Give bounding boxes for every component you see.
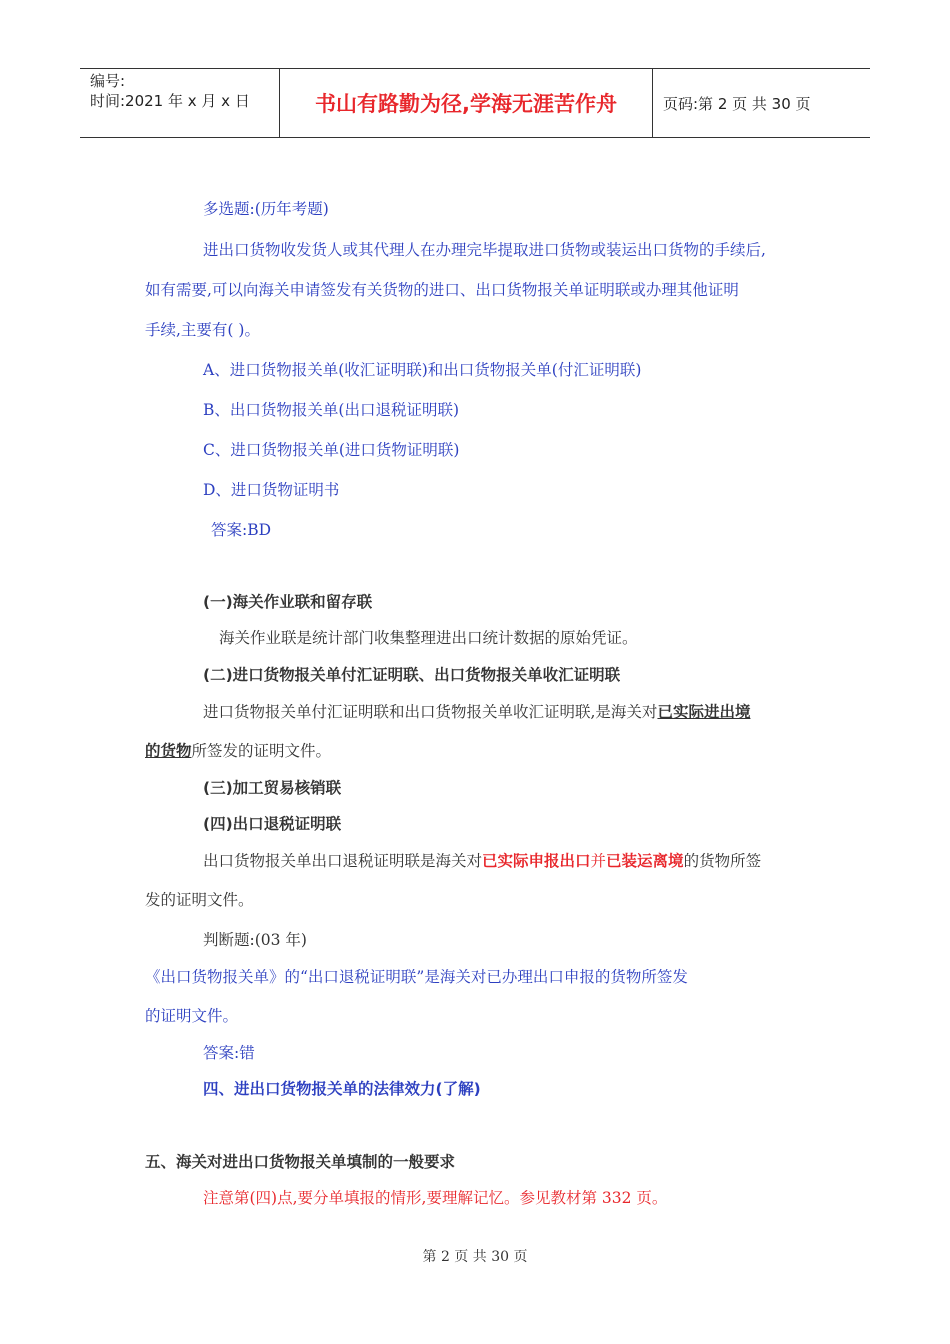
option-a: A、进口货物报关单(收汇证明联)和出口货物报关单(付汇证明联) bbox=[203, 361, 642, 379]
judgement-question-type: 判断题:(03 年) bbox=[203, 931, 307, 949]
part-5-title: 五、海关对进出口货物报关单填制的一般要求 bbox=[145, 1153, 456, 1171]
section-1-body: 海关作业联是统计部门收集整理进出口统计数据的原始凭证。 bbox=[219, 629, 638, 647]
header-meta bbox=[80, 69, 280, 137]
option-b: B、出口货物报关单(出口退税证明联) bbox=[203, 401, 459, 419]
section-1-title: (一)海关作业联和留存联 bbox=[203, 593, 373, 611]
section-4-body-pre: 出口货物报关单出口退税证明联是海关对 bbox=[203, 852, 483, 870]
section-2-body-post: 所签发的证明文件。 bbox=[191, 742, 332, 760]
section-2-emphasis-1: 已实际进出境 bbox=[657, 703, 751, 721]
question-answer: 答案:BD bbox=[211, 521, 272, 539]
question-type: 多选题:(历年考题) bbox=[203, 200, 329, 218]
section-4-body-post: 的货物所签 bbox=[683, 852, 762, 870]
option-d: D、进口货物证明书 bbox=[203, 481, 340, 499]
part-4-title: 四、进出口货物报关单的法律效力(了解) bbox=[203, 1080, 481, 1098]
section-3-title: (三)加工贸易核销联 bbox=[203, 779, 342, 797]
section-2-body-pre: 进口货物报关单付汇证明联和出口货物报关单收汇证明联,是海关对 bbox=[203, 703, 658, 721]
page-header bbox=[80, 68, 870, 138]
header-motto: 书山有路勤为径,学海无涯苦作舟 bbox=[280, 69, 653, 137]
section-4-emphasis-2: 已装运离境 bbox=[606, 852, 684, 870]
section-4-emphasis-1: 已实际申报出口 bbox=[482, 852, 591, 870]
header-page-info: 页码:第 2 页 共 30 页 bbox=[663, 94, 811, 113]
section-4-title: (四)出口退税证明联 bbox=[203, 815, 342, 833]
question-stem-line-2: 如有需要,可以向海关申请签发有关货物的进口、出口货物报关单证明联或办理其他证明 bbox=[145, 281, 739, 299]
question-stem-line-1: 进出口货物收发货人或其代理人在办理完毕提取进口货物或装运出口货物的手续后, bbox=[203, 241, 766, 259]
judgement-stem-line-2: 的证明文件。 bbox=[145, 1007, 239, 1025]
section-2-body-line-1 bbox=[203, 700, 750, 722]
judgement-answer: 答案:错 bbox=[203, 1044, 255, 1062]
question-stem-line-3: 手续,主要有( )。 bbox=[145, 321, 260, 339]
option-c: C、进口货物报关单(进口货物证明联) bbox=[203, 441, 460, 459]
document-number-label: 编号: bbox=[90, 72, 126, 90]
section-4-body-mid: 并 bbox=[590, 852, 607, 870]
page-footer: 第 2 页 共 30 页 bbox=[422, 1249, 528, 1265]
section-4-body-line-1 bbox=[203, 849, 761, 871]
section-2-emphasis-2: 的货物 bbox=[145, 742, 192, 760]
judgement-stem-line-1: 《出口货物报关单》的“出口退税证明联”是海关对已办理出口申报的货物所签发 bbox=[145, 968, 688, 986]
section-2-body-line-2 bbox=[145, 739, 331, 761]
section-4-body-line-2: 发的证明文件。 bbox=[145, 891, 254, 909]
document-time-label: 时间:2021 年 x 月 x 日 bbox=[90, 92, 250, 110]
part-5-note: 注意第(四)点,要分单填报的情形,要理解记忆。参见教材第 332 页。 bbox=[203, 1189, 668, 1207]
section-2-title: (二)进口货物报关单付汇证明联、出口货物报关单收汇证明联 bbox=[203, 666, 621, 684]
